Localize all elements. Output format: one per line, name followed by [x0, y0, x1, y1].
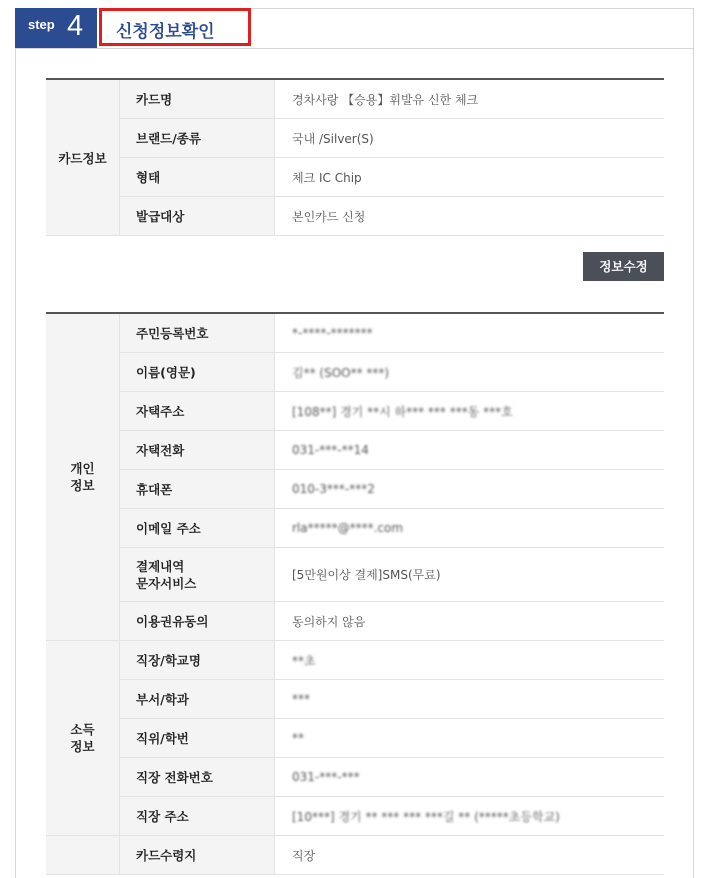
resident-number-value: *-****-*******: [292, 326, 373, 340]
row-label: [120, 548, 275, 602]
row-label: 주민등록번호: [120, 313, 275, 353]
table-row: [46, 392, 664, 431]
table-row: [46, 431, 664, 470]
row-label: 형태: [120, 158, 275, 197]
table-row: [46, 313, 664, 353]
personal-info-group-label: [46, 313, 120, 641]
group-label-line1: 개인: [70, 461, 95, 476]
row-label: 발급대상: [120, 197, 275, 236]
row-label: 직장/학교명: [120, 641, 275, 680]
marketing-consent-value: 동의하지 않음: [275, 602, 665, 641]
table-row: [46, 680, 664, 719]
table-row: [46, 79, 664, 119]
home-address-value: [108**] 경기 **시 하*** *** ***동 ***호: [292, 404, 513, 419]
table-row: [46, 836, 664, 875]
row-label: 이름(영문): [120, 353, 275, 392]
home-phone-value: 031-***-**14: [292, 443, 369, 457]
income-info-group-label: [46, 641, 120, 836]
card-info-table: [46, 78, 664, 236]
department-value: ***: [292, 692, 310, 706]
mobile-value: 010-3***-***2: [292, 482, 375, 496]
email-value: rla*****@****.com: [292, 521, 404, 535]
row-label: 직위/학번: [120, 719, 275, 758]
table-row: [46, 719, 664, 758]
work-phone-value: 031-***-***: [292, 770, 360, 784]
row-label: 자택주소: [120, 392, 275, 431]
step-number: 4: [67, 10, 84, 42]
row-label: 카드수령지: [120, 836, 275, 875]
row-label: 휴대폰: [120, 470, 275, 509]
row-label: 이메일 주소: [120, 509, 275, 548]
table-row: [46, 197, 664, 236]
row-label: 자택전화: [120, 431, 275, 470]
step-word: step: [28, 17, 55, 32]
card-receive-value: 직장: [275, 836, 665, 875]
label-line1: 결제내역: [136, 558, 185, 574]
table-row: [46, 602, 664, 641]
step-badge: [15, 8, 97, 48]
name-value: 김** (SOO** ***): [292, 365, 390, 380]
table-row: [46, 548, 664, 602]
row-label: 브랜드/종류: [120, 119, 275, 158]
row-label: 직장 주소: [120, 797, 275, 836]
group-label-line1: 소득: [70, 722, 95, 737]
row-label: 부서/학과: [120, 680, 275, 719]
table-row: [46, 641, 664, 680]
work-address-value: [10***] 경기 ** *** *** ***길 ** (*****초등학교): [292, 809, 560, 824]
brand-value: 국내 /Silver(S): [275, 119, 665, 158]
workplace-value: **초: [292, 653, 316, 668]
applicant-info-table: [46, 312, 664, 875]
table-row: [46, 158, 664, 197]
label-line2: 문자서비스: [136, 575, 197, 591]
table-row: [46, 509, 664, 548]
step-title: 신청정보확인: [116, 22, 215, 42]
position-value: **: [292, 731, 304, 745]
step-title-highlight: [99, 8, 251, 46]
issue-target-value: 본인카드 신청: [275, 197, 665, 236]
edit-info-button[interactable]: 정보수정: [583, 252, 664, 281]
table-row: [46, 470, 664, 509]
card-info-group-label: 카드정보: [46, 79, 120, 236]
group-label-line2: 정보: [70, 739, 95, 754]
table-row: [46, 353, 664, 392]
table-row: [46, 758, 664, 797]
group-label-line2: 정보: [70, 478, 95, 493]
row-label: 이용권유동의: [120, 602, 275, 641]
step-header: [15, 8, 694, 49]
card-name-value: 경차사랑 【승용】휘발유 신한 체크: [275, 79, 665, 119]
type-value: 체크 IC Chip: [275, 158, 665, 197]
table-row: [46, 797, 664, 836]
table-row: [46, 119, 664, 158]
sms-service-value: [5만원이상 결제]SMS(무료): [275, 548, 665, 602]
row-label: 카드명: [120, 79, 275, 119]
row-label: 직장 전화번호: [120, 758, 275, 797]
empty-group-cell: [46, 836, 120, 875]
